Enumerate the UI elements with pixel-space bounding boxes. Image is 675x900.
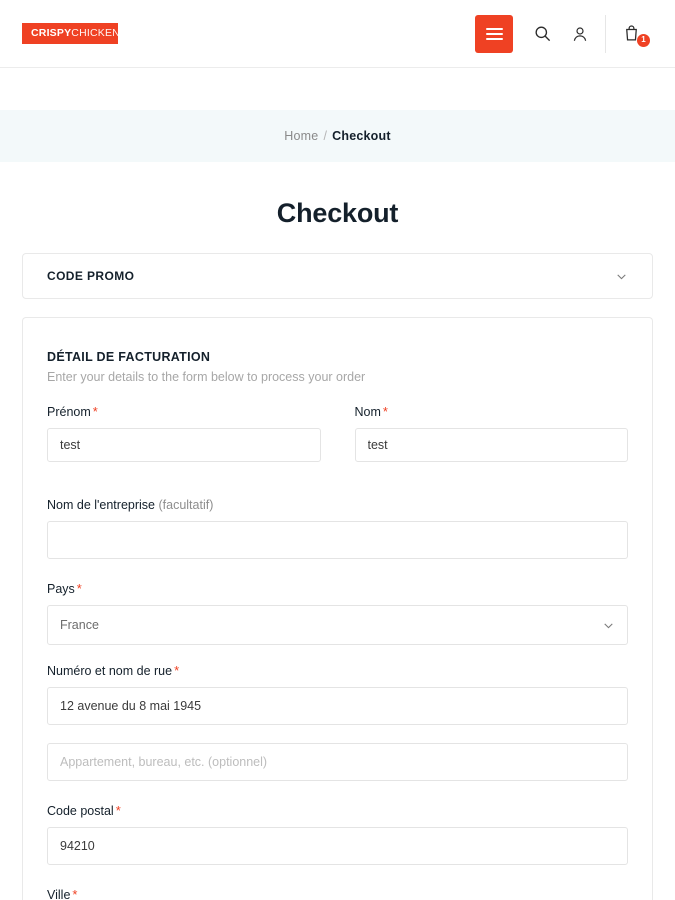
company-field bbox=[47, 498, 628, 559]
breadcrumb-current: Checkout bbox=[332, 129, 391, 143]
city-field bbox=[47, 887, 628, 900]
last-name-input[interactable] bbox=[355, 428, 629, 462]
city-label bbox=[47, 887, 628, 900]
company-input[interactable] bbox=[47, 521, 628, 559]
country-label bbox=[47, 581, 628, 596]
postcode-input[interactable] bbox=[47, 827, 628, 865]
company-optional-text: (facultatif) bbox=[158, 498, 214, 512]
content-wrapper bbox=[0, 253, 675, 900]
postcode-label bbox=[47, 803, 628, 818]
postcode-label-text: Code postal bbox=[47, 804, 114, 818]
logo-text-bold: CRISPY bbox=[31, 27, 72, 40]
street-label-text: Numéro et nom de rue bbox=[47, 664, 173, 678]
promo-code-accordion[interactable] bbox=[22, 253, 653, 299]
required-marker: * bbox=[115, 803, 121, 818]
shopping-cart-icon[interactable] bbox=[605, 15, 653, 53]
country-label-text: Pays bbox=[47, 582, 75, 596]
last-name-field bbox=[355, 404, 629, 462]
country-selected-value: France bbox=[60, 618, 99, 632]
street-label bbox=[47, 663, 628, 678]
page-title: Checkout bbox=[276, 198, 399, 228]
company-label bbox=[47, 498, 628, 512]
breadcrumb-home-link[interactable]: Home bbox=[284, 129, 319, 143]
site-header bbox=[0, 0, 675, 68]
billing-section-subtitle: Enter your details to the form below to process your order bbox=[47, 370, 366, 384]
header-actions bbox=[475, 15, 653, 53]
hamburger-menu-icon[interactable] bbox=[475, 15, 513, 53]
postcode-field bbox=[47, 803, 628, 865]
breadcrumb bbox=[0, 110, 675, 162]
logo-text-thin: CHICKEN bbox=[71, 27, 120, 40]
chevron-down-icon[interactable] bbox=[615, 270, 628, 283]
name-row bbox=[47, 404, 628, 480]
promo-code-label: CODE PROMO bbox=[47, 269, 135, 283]
country-field bbox=[47, 581, 628, 645]
required-marker: * bbox=[174, 663, 180, 678]
billing-form-panel bbox=[22, 317, 653, 900]
country-select[interactable] bbox=[47, 605, 628, 645]
required-marker: * bbox=[382, 404, 388, 419]
header-spacer bbox=[0, 68, 675, 110]
required-marker: * bbox=[92, 404, 98, 419]
street-field bbox=[47, 663, 628, 725]
search-icon[interactable] bbox=[523, 15, 561, 53]
city-label-text: Ville bbox=[47, 888, 71, 900]
company-label-text: Nom de l'entreprise bbox=[47, 498, 155, 512]
logo-ribbon bbox=[22, 23, 118, 44]
site-logo[interactable] bbox=[22, 19, 118, 49]
last-name-label bbox=[355, 404, 629, 419]
required-marker: * bbox=[72, 887, 78, 900]
street-address-2-input[interactable] bbox=[47, 743, 628, 781]
burger-lines bbox=[486, 25, 503, 43]
required-marker: * bbox=[76, 581, 82, 596]
first-name-label-text: Prénom bbox=[47, 405, 91, 419]
last-name-label-text: Nom bbox=[354, 405, 381, 419]
first-name-input[interactable] bbox=[47, 428, 321, 462]
breadcrumb-separator: / bbox=[323, 129, 328, 143]
cart-count-badge: 1 bbox=[637, 34, 650, 47]
user-account-icon[interactable] bbox=[561, 15, 599, 53]
chevron-down-icon[interactable] bbox=[602, 619, 615, 632]
billing-section-title: DÉTAIL DE FACTURATION bbox=[47, 350, 211, 364]
street2-field bbox=[47, 743, 628, 781]
street-address-input[interactable] bbox=[47, 687, 628, 725]
first-name-field bbox=[47, 404, 321, 462]
first-name-label bbox=[47, 404, 321, 419]
